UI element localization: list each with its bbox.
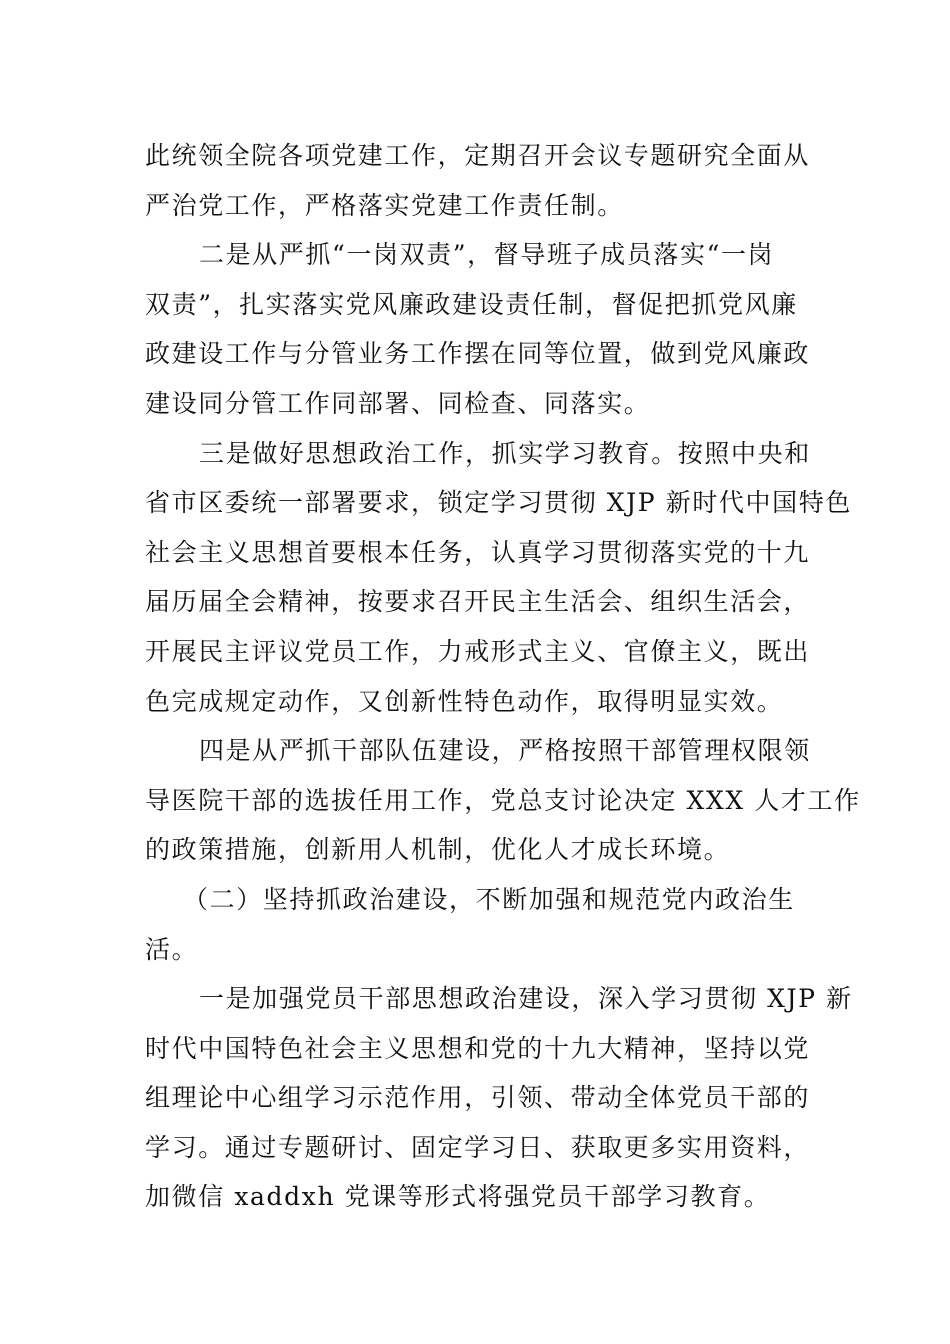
text-line: 色完成规定动作，又创新性特色动作，取得明显实效。: [145, 686, 784, 716]
text-line: 的政策措施，创新用人机制，优化人才成长环境。: [145, 835, 731, 865]
text-line: 此统领全院各项党建工作，定期召开会议专题研究全面从: [145, 141, 811, 170]
paragraph-start-line: 三是做好思想政治工作，抓实学习教育。按照中央和: [199, 438, 811, 468]
text-line: 学习。通过专题研讨、固定学习日、获取更多实用资料，: [145, 1132, 811, 1162]
text-line: 双责”，扎实落实党风廉政建设责任制，督促把抓党风廉: [145, 289, 798, 319]
text-line: 社会主义思想首要根本任务，认真学习贯彻落实党的十九: [145, 537, 811, 567]
text-line: 导医院干部的选拔任用工作，党总支讨论决定 XXX 人才工作: [145, 785, 861, 815]
section-heading-line: 活。: [145, 934, 199, 964]
paragraph-start-line: 一是加强党员干部思想政治建设，深入学习贯彻 XJP 新: [199, 984, 853, 1014]
text-line: 省市区委统一部署要求，锁定学习贯彻 XJP 新时代中国特色: [145, 488, 852, 518]
text-line: 时代中国特色社会主义思想和党的十九大精神，坚持以党: [145, 1033, 811, 1063]
text-line: 加微信 xaddxh 党课等形式将强党员干部学习教育。: [145, 1182, 771, 1212]
text-line: 开展民主评议党员工作，力戒形式主义、官僚主义，既出: [145, 636, 811, 666]
paragraph-start-line: 二是从严抓“一岗双责”，督导班子成员落实“一岗: [199, 240, 775, 270]
paragraph-start-line: 四是从严抓干部队伍建设，严格按照干部管理权限领: [199, 736, 811, 766]
text-line: 建设同分管工作同部署、同检查、同落实。: [145, 388, 651, 418]
text-line: 组理论中心组学习示范作用，引领、带动全体党员干部的: [145, 1083, 811, 1113]
document-body: [145, 131, 861, 1222]
section-heading-line: （二）坚持抓政治建设，不断加强和规范党内政治生: [183, 884, 795, 914]
text-line: 严治党工作，严格落实党建工作责任制。: [145, 190, 624, 220]
text-line: 政建设工作与分管业务工作摆在同等位置，做到党风廉政: [145, 339, 811, 369]
text-line: 届历届全会精神，按要求召开民主生活会、组织生活会，: [145, 587, 811, 617]
